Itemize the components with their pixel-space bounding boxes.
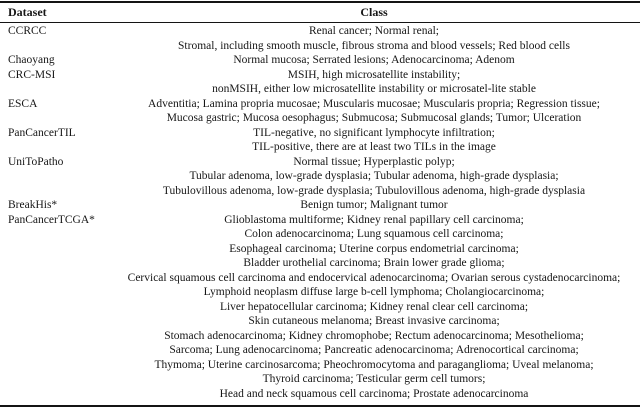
- class-line: Head and neck squamous cell carcinoma; Prostate adenocarcinoma: [219, 387, 529, 400]
- class-line: TIL-positive, there are at least two TILs in the image: [252, 141, 496, 153]
- table-row: [0, 97, 640, 126]
- column-header-dataset: Dataset: [8, 5, 47, 19]
- class-line: Normal mucosa; Serrated lesions; Adenocarcinoma; Adenom: [233, 54, 515, 66]
- table-row: [0, 53, 640, 68]
- class-cell: [108, 155, 640, 199]
- table-body: [0, 23, 640, 405]
- table-row: [0, 198, 640, 213]
- dataset-cell: UniToPatho: [8, 155, 64, 168]
- table-row: [0, 68, 640, 97]
- class-line: MSIH, high microsatellite instability;: [287, 68, 461, 81]
- class-line: Benign tumor; Malignant tumor: [300, 199, 448, 211]
- class-cell: [108, 126, 640, 155]
- class-line: Lymphoid neoplasm diffuse large b-cell lymphoma; Cholangiocarcinoma;: [203, 286, 545, 298]
- table-row: [0, 24, 640, 53]
- class-line: Tubular adenoma, low-grade dysplasia; Tubular adenoma, high-grade dysplasia;: [189, 170, 559, 182]
- class-line: Esophageal carcinoma; Uterine corpus endometrial carcinoma;: [229, 242, 519, 255]
- table-header-row: [0, 3, 640, 22]
- class-line: Stomach adenocarcinoma; Kidney chromophobe; Rectum adenocarcinoma; Mesothelioma;: [164, 329, 584, 342]
- class-line: TIL-negative, no significant lymphocyte infiltration;: [253, 126, 495, 139]
- class-line: Sarcoma; Lung adenocarcinoma; Pancreatic adenocarcinoma; Adrenocortical carcinoma;: [169, 344, 579, 356]
- class-cell: [108, 68, 640, 97]
- class-line: Bladder urothelial carcinoma; Brain lower grade glioma;: [243, 257, 505, 269]
- class-line: Colon adenocarcinoma; Lung squamous cell carcinoma;: [244, 228, 504, 240]
- class-line: Glioblastoma multiforme; Kidney renal papillary cell carcinoma;: [224, 213, 524, 226]
- dataset-cell: CCRCC: [8, 25, 47, 37]
- class-line: Normal tissue; Hyperplastic polyp;: [293, 155, 455, 168]
- class-cell: [108, 198, 640, 213]
- dataset-cell: CRC-MSI: [8, 68, 56, 81]
- class-cell: [108, 213, 640, 402]
- dataset-cell: Chaoyang: [8, 54, 55, 66]
- class-cell: [108, 24, 640, 53]
- table-row: [0, 213, 640, 402]
- dataset-cell: PanCancerTIL: [8, 126, 76, 139]
- class-line: Mucosa gastric; Mucosa oesophagus; Submucosa; Submucosal glands; Tumor; Ulceration: [166, 112, 582, 124]
- datasets-classes-table: [0, 1, 640, 407]
- class-line: Stromal, including smooth muscle, fibrous stroma and blood vessels; Red blood cells: [178, 39, 570, 52]
- class-line: Tubulovillous adenoma, low-grade dysplasia; Tubulovillous adenoma, high-grade dysplasia: [162, 184, 586, 197]
- class-line: Thymoma; Uterine carcinosarcoma; Pheochromocytoma and paraganglioma; Uveal melanoma;: [154, 358, 594, 371]
- class-line: nonMSIH, either low microsatellite instability or microsatel-lite stable: [212, 83, 536, 95]
- class-cell: [108, 97, 640, 126]
- table-row: [0, 155, 640, 199]
- table-row: [0, 126, 640, 155]
- class-line: Skin cutaneous melanoma; Breast invasive carcinoma;: [248, 315, 500, 327]
- class-line: Renal cancer; Normal renal;: [309, 25, 439, 37]
- class-line: Cervical squamous cell carcinoma and endocervical adenocarcinoma; Ovarian serous cystadenocarcinoma;: [127, 271, 621, 284]
- dataset-cell: ESCA: [8, 97, 38, 110]
- dataset-cell: PanCancerTCGA*: [8, 213, 95, 226]
- table-bottom-rule: [0, 405, 640, 407]
- class-line: Thyroid carcinoma; Testicular germ cell tumors;: [262, 373, 486, 385]
- class-line: Liver hepatocellular carcinoma; Kidney renal clear cell carcinoma;: [219, 300, 529, 313]
- class-line: Adventitia; Lamina propria mucosae; Muscularis mucosae; Muscularis propria; Regression tissue;: [148, 97, 600, 110]
- class-cell: [108, 53, 640, 68]
- dataset-cell: BreakHis*: [8, 199, 58, 211]
- column-header-class: Class: [360, 5, 388, 19]
